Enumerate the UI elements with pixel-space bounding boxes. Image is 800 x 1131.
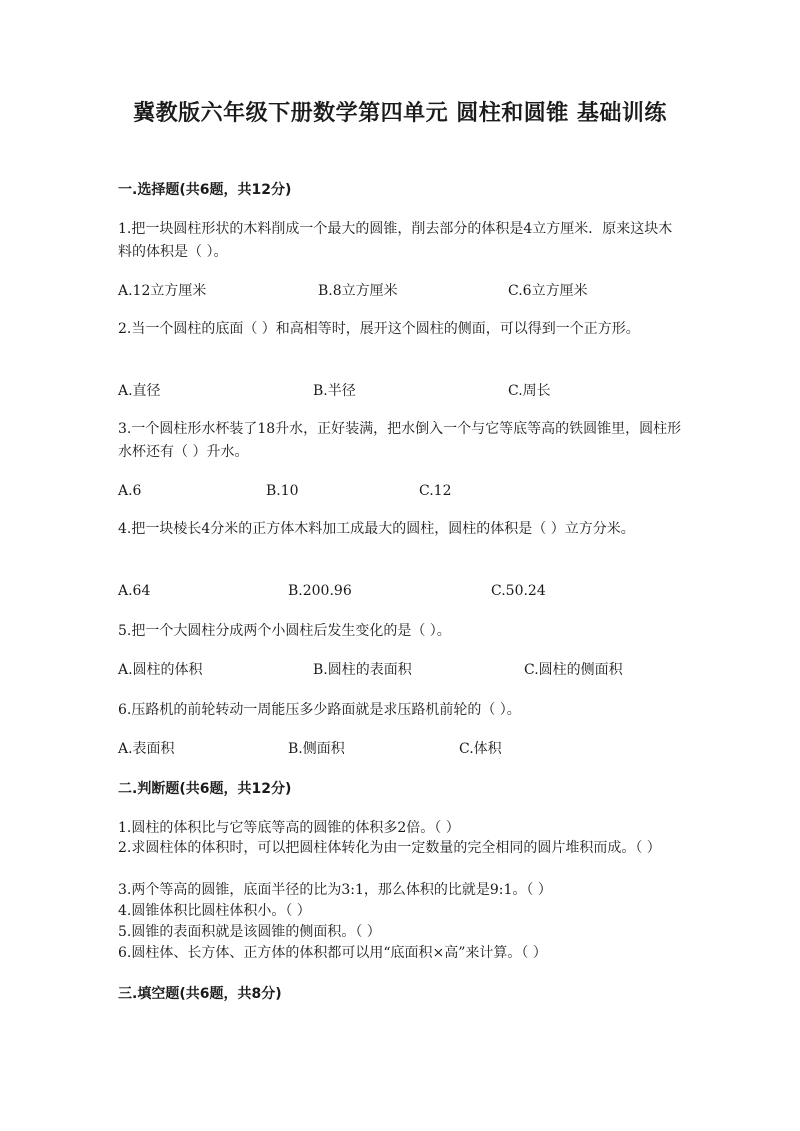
section-heading-fill: 三.填空题(共6题，共8分) bbox=[118, 986, 282, 1002]
choice-1-option-b: B.8立方厘米 bbox=[318, 283, 398, 299]
judge-item-3: 3.两个等高的圆锥，底面半径的比为3:1，那么体积的比就是9:1。（ ） bbox=[118, 882, 552, 898]
choice-3-option-a: A.6 bbox=[118, 483, 142, 499]
choice-question-4: 4.把一块棱长4分米的正方体木料加工成最大的圆柱，圆柱的体积是（ ）立方分米。 bbox=[118, 521, 635, 537]
choice-1-option-a: A.12立方厘米 bbox=[118, 283, 207, 299]
choice-2-option-b: B.半径 bbox=[313, 383, 356, 399]
choice-2-option-a: A.直径 bbox=[118, 383, 161, 399]
choice-6-option-c: C.体积 bbox=[459, 741, 502, 757]
judge-item-6: 6.圆柱体、长方体、正方体的体积都可以用“底面积×高”来计算。（ ） bbox=[118, 945, 547, 961]
judge-item-2: 2.求圆柱体的体积时，可以把圆柱体转化为由一定数量的完全相同的圆片堆积而成。（ ） bbox=[118, 840, 661, 856]
section-heading-judge: 二.判断题(共6题，共12分) bbox=[118, 781, 292, 797]
choice-question-2: 2.当一个圆柱的底面（ ）和高相等时，展开这个圆柱的侧面，可以得到一个正方形。 bbox=[118, 321, 640, 337]
choice-1-option-c: C.6立方厘米 bbox=[508, 283, 588, 299]
choice-5-option-a: A.圆柱的体积 bbox=[118, 662, 203, 678]
choice-question-1: 1.把一块圆柱形状的木料削成一个最大的圆锥，削去部分的体积是4立方厘米．原来这块木料的体积是（ ）。 bbox=[118, 221, 673, 260]
choice-question-5: 5.把一个大圆柱分成两个小圆柱后发生变化的是（ ）。 bbox=[118, 623, 451, 639]
choice-5-option-c: C.圆柱的侧面积 bbox=[524, 662, 623, 678]
judge-item-1: 1.圆柱的体积比与它等底等高的圆锥的体积多2倍。（ ） bbox=[118, 820, 460, 836]
choice-4-option-b: B.200.96 bbox=[288, 583, 352, 599]
choice-4-option-c: C.50.24 bbox=[491, 583, 546, 599]
judge-item-5: 5.圆锥的表面积就是该圆锥的侧面积。（ ） bbox=[118, 924, 381, 940]
choice-question-3: 3.一个圆柱形水杯装了18升水，正好装满，把水倒入一个与它等底等高的铁圆锥里，圆柱形水杯还有（ ）升水。 bbox=[118, 421, 682, 460]
choice-6-option-a: A.表面积 bbox=[118, 741, 175, 757]
judge-item-4: 4.圆锥体积比圆柱体积小。（ ） bbox=[118, 903, 311, 919]
page-title: 冀教版六年级下册数学第四单元 圆柱和圆锥 基础训练 bbox=[133, 101, 667, 126]
choice-3-option-b: B.10 bbox=[266, 483, 299, 499]
choice-2-option-c: C.周长 bbox=[508, 383, 551, 399]
choice-4-option-a: A.64 bbox=[118, 583, 151, 599]
section-heading-choice: 一.选择题(共6题，共12分) bbox=[118, 182, 292, 198]
choice-3-option-c: C.12 bbox=[419, 483, 452, 499]
choice-6-option-b: B.侧面积 bbox=[288, 741, 345, 757]
choice-question-6: 6.压路机的前轮转动一周能压多少路面就是求压路机前轮的（ ）。 bbox=[118, 702, 521, 718]
choice-5-option-b: B.圆柱的表面积 bbox=[313, 662, 412, 678]
